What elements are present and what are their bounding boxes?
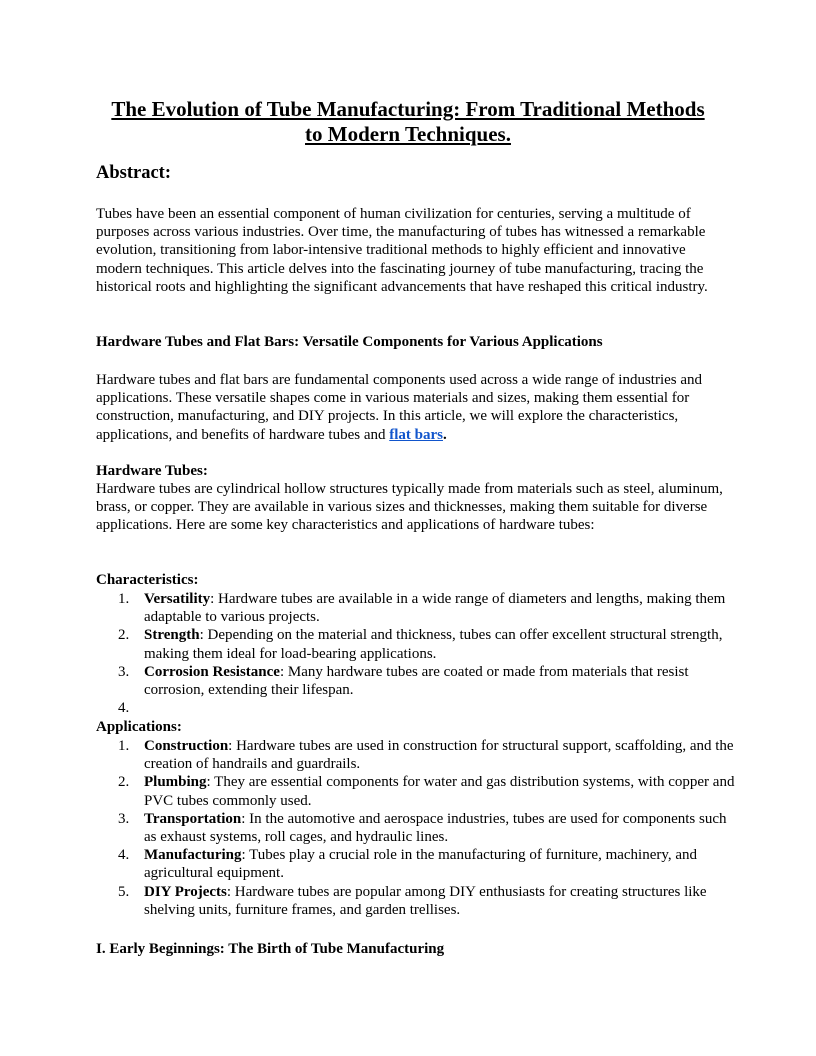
list-term: Transportation <box>144 810 242 827</box>
list-number: 5. <box>118 883 130 900</box>
document-title <box>90 97 726 147</box>
list-term: Versatility <box>144 591 211 607</box>
applications-heading: Applications: <box>96 719 182 735</box>
list-item <box>96 883 736 919</box>
title-line-1: The Evolution of Tube Manufacturing: From Traditional Methods <box>111 97 705 121</box>
early-beginnings-heading: I. Early Beginnings: The Birth of Tube Manufacturing <box>96 941 445 957</box>
list-term: Plumbing <box>144 774 207 791</box>
list-item <box>96 663 736 699</box>
flat-bars-link[interactable]: flat bars <box>389 426 443 443</box>
list-text: : In the automotive and aerospace industries, tubes are used for components such as exhaust systems, roll cages, and hydraulic lines. <box>144 810 727 846</box>
list-text: : Hardware tubes are popular among DIY enthusiasts for creating structures like shelving units, furniture frames, and garden trellises. <box>144 883 707 918</box>
list-number: 4. <box>118 847 130 864</box>
hardware-tubes-heading: Hardware Tubes: <box>96 463 208 479</box>
list-item <box>96 846 736 882</box>
list-term: DIY Projects <box>144 883 227 900</box>
list-item <box>96 737 736 773</box>
characteristics-list <box>96 590 736 717</box>
list-number: 2. <box>118 627 130 644</box>
list-text: : Hardware tubes are used in construction for structural support, scaffolding, and the creation of handrails and guardrails. <box>144 738 734 773</box>
title-line-2: to Modern Techniques. <box>305 122 511 146</box>
list-text: : Tubes play a crucial role in the manufacturing of furniture, machinery, and agricultural equipment. <box>144 847 698 882</box>
list-text: : Depending on the material and thickness, tubes can offer excellent structural strength, making them ideal for load-bearing applications. <box>144 627 723 662</box>
list-number: 3. <box>118 810 130 827</box>
intro-paragraph <box>96 371 726 444</box>
list-item <box>96 810 736 846</box>
list-term: Corrosion Resistance <box>144 663 280 680</box>
list-term: Construction <box>144 738 229 754</box>
hardware-tubes-paragraph: Hardware tubes are cylindrical hollow structures typically made from materials such as steel, aluminum, brass, or copper. They are available in various sizes and thicknesses, making them suitable for diverse applications. Here are some key characteristics and applications of hardware tubes: <box>96 481 723 534</box>
list-text: : Many hardware tubes are coated or made from materials that resist corrosion, extending their lifespan. <box>144 663 689 699</box>
list-text: : Hardware tubes are available in a wide range of diameters and lengths, making them adaptable to various projects. <box>144 591 726 626</box>
abstract-paragraph: Tubes have been an essential component of human civilization for centuries, serving a multitude of purposes across various industries. Over time, the manufacturing of tubes has witnessed a remarkable evolution, transitioning from labor-intensive traditional methods to highly efficient and innovative modern techniques. This article delves into the fascinating journey of tube manufacturing, tracing the historical roots and highlighting the significant advancements that have reshaped this critical industry. <box>96 206 708 295</box>
list-item <box>96 773 736 809</box>
intro-end-punct: . <box>442 426 447 443</box>
abstract-heading: Abstract: <box>96 163 172 183</box>
list-number: 3. <box>118 663 130 680</box>
list-number: 4. <box>118 700 130 717</box>
characteristics-heading: Characteristics: <box>96 572 199 588</box>
list-text: : They are essential components for water and gas distribution systems, with copper and PVC tubes commonly used. <box>144 774 735 809</box>
list-term: Manufacturing <box>144 847 242 864</box>
list-term: Strength <box>144 627 200 644</box>
list-number: 1. <box>118 738 130 754</box>
intro-text: Hardware tubes and flat bars are fundamental components used across a wide range of industries and applications. These versatile shapes come in various materials and sizes, making them essential for construction, manufacturing, and DIY projects. In this article, we will explore the characteristics, applications, and benefits of hardware tubes and <box>96 372 703 443</box>
list-item <box>96 590 736 626</box>
list-number: 1. <box>118 591 130 607</box>
applications-list <box>96 737 736 919</box>
list-item <box>96 699 736 717</box>
list-number: 2. <box>118 774 130 791</box>
list-item <box>96 626 736 662</box>
section-heading-hardware-flat-bars: Hardware Tubes and Flat Bars: Versatile Components for Various Applications <box>96 334 603 350</box>
